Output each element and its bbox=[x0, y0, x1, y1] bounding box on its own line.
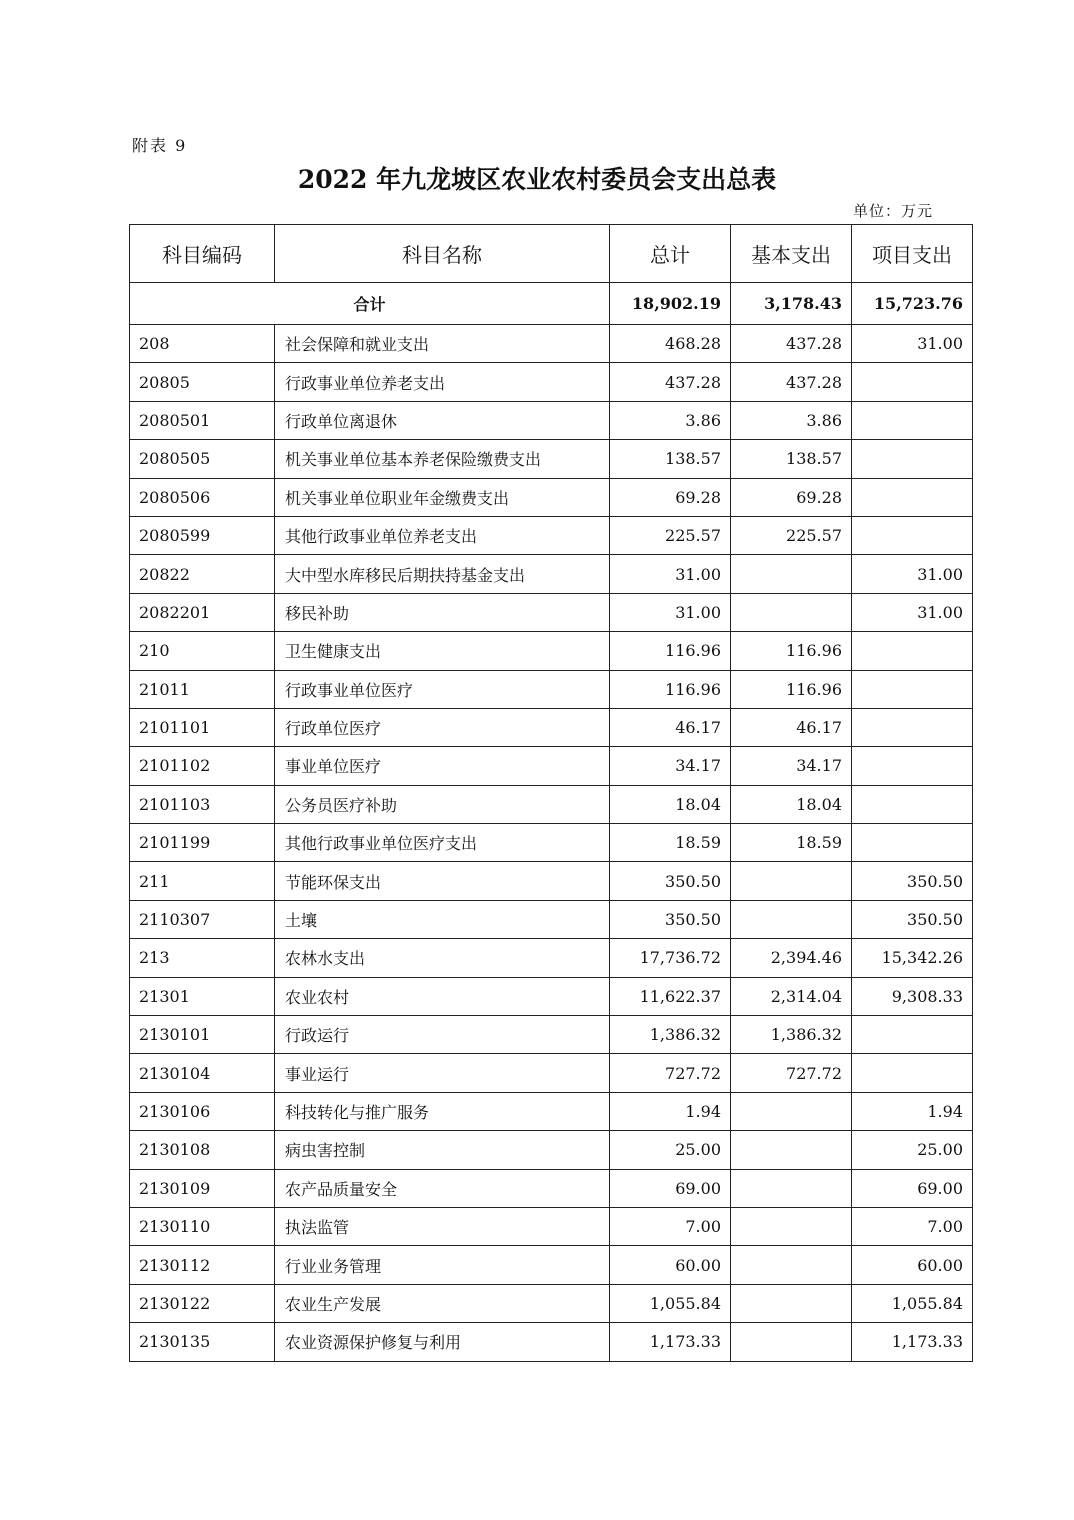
row-code: 211 bbox=[130, 862, 275, 900]
row-name: 其他行政事业单位医疗支出 bbox=[275, 824, 610, 862]
row-name: 科技转化与推广服务 bbox=[275, 1092, 610, 1130]
table-row bbox=[130, 747, 973, 785]
row-basic: 2,314.04 bbox=[731, 977, 852, 1015]
row-code: 213 bbox=[130, 939, 275, 977]
table-row bbox=[130, 1092, 973, 1130]
row-code: 20805 bbox=[130, 363, 275, 401]
row-total: 1,055.84 bbox=[610, 1284, 731, 1322]
row-total: 727.72 bbox=[610, 1054, 731, 1092]
row-code: 2101103 bbox=[130, 785, 275, 823]
row-project bbox=[852, 708, 973, 746]
table-row bbox=[130, 1284, 973, 1322]
row-name: 农产品质量安全 bbox=[275, 1169, 610, 1207]
total-project: 15,723.76 bbox=[852, 283, 973, 325]
row-name: 机关事业单位基本养老保险缴费支出 bbox=[275, 440, 610, 478]
table-row bbox=[130, 632, 973, 670]
row-project bbox=[852, 1016, 973, 1054]
row-project: 7.00 bbox=[852, 1207, 973, 1245]
table-row bbox=[130, 939, 973, 977]
total-basic: 3,178.43 bbox=[731, 283, 852, 325]
row-total: 468.28 bbox=[610, 325, 731, 363]
row-total: 116.96 bbox=[610, 670, 731, 708]
row-basic: 3.86 bbox=[731, 401, 852, 439]
row-name: 农业生产发展 bbox=[275, 1284, 610, 1322]
row-project: 1,173.33 bbox=[852, 1323, 973, 1361]
row-name: 移民补助 bbox=[275, 593, 610, 631]
row-project bbox=[852, 516, 973, 554]
appendix-label: 附表 9 bbox=[132, 136, 188, 155]
row-basic: 116.96 bbox=[731, 632, 852, 670]
table-row bbox=[130, 1169, 973, 1207]
row-basic bbox=[731, 593, 852, 631]
row-basic: 69.28 bbox=[731, 478, 852, 516]
row-basic bbox=[731, 1246, 852, 1284]
table-row bbox=[130, 363, 973, 401]
row-basic bbox=[731, 1131, 852, 1169]
row-project: 1,055.84 bbox=[852, 1284, 973, 1322]
table-row bbox=[130, 478, 973, 516]
row-basic: 18.59 bbox=[731, 824, 852, 862]
row-project bbox=[852, 824, 973, 862]
header-code: 科目编码 bbox=[130, 225, 275, 283]
row-project: 31.00 bbox=[852, 593, 973, 631]
row-total: 1.94 bbox=[610, 1092, 731, 1130]
header-project: 项目支出 bbox=[852, 225, 973, 283]
row-total: 1,386.32 bbox=[610, 1016, 731, 1054]
table-row bbox=[130, 1054, 973, 1092]
row-code: 2130122 bbox=[130, 1284, 275, 1322]
row-basic bbox=[731, 1207, 852, 1245]
row-name: 执法监管 bbox=[275, 1207, 610, 1245]
row-code: 2130104 bbox=[130, 1054, 275, 1092]
unit-label: 单位：万元 bbox=[853, 202, 934, 220]
row-basic: 1,386.32 bbox=[731, 1016, 852, 1054]
row-name: 其他行政事业单位养老支出 bbox=[275, 516, 610, 554]
row-basic bbox=[731, 862, 852, 900]
row-basic bbox=[731, 1092, 852, 1130]
row-project bbox=[852, 670, 973, 708]
row-project: 1.94 bbox=[852, 1092, 973, 1130]
row-name: 行政单位医疗 bbox=[275, 708, 610, 746]
row-project bbox=[852, 401, 973, 439]
row-code: 2080599 bbox=[130, 516, 275, 554]
row-basic: 225.57 bbox=[731, 516, 852, 554]
table-row bbox=[130, 325, 973, 363]
row-name: 事业单位医疗 bbox=[275, 747, 610, 785]
row-basic: 437.28 bbox=[731, 363, 852, 401]
row-code: 2101101 bbox=[130, 708, 275, 746]
row-project: 350.50 bbox=[852, 900, 973, 938]
table-row bbox=[130, 440, 973, 478]
row-code: 2080505 bbox=[130, 440, 275, 478]
row-total: 7.00 bbox=[610, 1207, 731, 1245]
row-basic bbox=[731, 1169, 852, 1207]
total-total: 18,902.19 bbox=[610, 283, 731, 325]
page-title: 2022 年九龙坡区农业农村委员会支出总表 bbox=[297, 165, 777, 194]
row-total: 437.28 bbox=[610, 363, 731, 401]
total-row bbox=[130, 283, 973, 325]
table-row bbox=[130, 785, 973, 823]
row-project bbox=[852, 1054, 973, 1092]
row-total: 31.00 bbox=[610, 555, 731, 593]
row-project: 69.00 bbox=[852, 1169, 973, 1207]
table-row bbox=[130, 555, 973, 593]
row-code: 20822 bbox=[130, 555, 275, 593]
row-name: 病虫害控制 bbox=[275, 1131, 610, 1169]
row-code: 2101102 bbox=[130, 747, 275, 785]
row-project: 350.50 bbox=[852, 862, 973, 900]
row-basic: 34.17 bbox=[731, 747, 852, 785]
row-project bbox=[852, 440, 973, 478]
row-basic: 437.28 bbox=[731, 325, 852, 363]
row-project bbox=[852, 363, 973, 401]
table-row bbox=[130, 1131, 973, 1169]
row-total: 3.86 bbox=[610, 401, 731, 439]
row-project: 9,308.33 bbox=[852, 977, 973, 1015]
row-name: 行业业务管理 bbox=[275, 1246, 610, 1284]
row-name: 行政单位离退休 bbox=[275, 401, 610, 439]
row-name: 大中型水库移民后期扶持基金支出 bbox=[275, 555, 610, 593]
row-basic: 46.17 bbox=[731, 708, 852, 746]
row-total: 18.04 bbox=[610, 785, 731, 823]
row-project bbox=[852, 632, 973, 670]
table-row bbox=[130, 593, 973, 631]
row-basic: 116.96 bbox=[731, 670, 852, 708]
table-row bbox=[130, 1016, 973, 1054]
row-code: 2130101 bbox=[130, 1016, 275, 1054]
row-total: 350.50 bbox=[610, 862, 731, 900]
row-basic bbox=[731, 1284, 852, 1322]
row-project: 31.00 bbox=[852, 555, 973, 593]
table-row bbox=[130, 977, 973, 1015]
table-header-row bbox=[130, 225, 973, 283]
row-code: 2130108 bbox=[130, 1131, 275, 1169]
row-project bbox=[852, 747, 973, 785]
table-row bbox=[130, 862, 973, 900]
row-project: 60.00 bbox=[852, 1246, 973, 1284]
row-total: 116.96 bbox=[610, 632, 731, 670]
row-name: 农林水支出 bbox=[275, 939, 610, 977]
row-basic bbox=[731, 900, 852, 938]
row-code: 2130112 bbox=[130, 1246, 275, 1284]
row-total: 225.57 bbox=[610, 516, 731, 554]
row-name: 机关事业单位职业年金缴费支出 bbox=[275, 478, 610, 516]
table-row bbox=[130, 824, 973, 862]
row-basic: 138.57 bbox=[731, 440, 852, 478]
row-name: 事业运行 bbox=[275, 1054, 610, 1092]
row-name: 行政事业单位养老支出 bbox=[275, 363, 610, 401]
table-row bbox=[130, 708, 973, 746]
row-name: 公务员医疗补助 bbox=[275, 785, 610, 823]
row-total: 11,622.37 bbox=[610, 977, 731, 1015]
row-name: 土壤 bbox=[275, 900, 610, 938]
row-code: 2110307 bbox=[130, 900, 275, 938]
row-total: 17,736.72 bbox=[610, 939, 731, 977]
header-total: 总计 bbox=[610, 225, 731, 283]
row-code: 2130109 bbox=[130, 1169, 275, 1207]
row-total: 31.00 bbox=[610, 593, 731, 631]
row-project: 15,342.26 bbox=[852, 939, 973, 977]
row-project: 31.00 bbox=[852, 325, 973, 363]
table-row bbox=[130, 670, 973, 708]
row-basic: 727.72 bbox=[731, 1054, 852, 1092]
row-code: 2130110 bbox=[130, 1207, 275, 1245]
row-basic bbox=[731, 555, 852, 593]
row-basic: 2,394.46 bbox=[731, 939, 852, 977]
header-basic: 基本支出 bbox=[731, 225, 852, 283]
row-basic bbox=[731, 1323, 852, 1361]
expenditure-table bbox=[129, 224, 973, 1362]
row-total: 46.17 bbox=[610, 708, 731, 746]
table-row bbox=[130, 1207, 973, 1245]
row-basic: 18.04 bbox=[731, 785, 852, 823]
row-code: 21301 bbox=[130, 977, 275, 1015]
row-total: 138.57 bbox=[610, 440, 731, 478]
row-name: 农业农村 bbox=[275, 977, 610, 1015]
row-name: 行政运行 bbox=[275, 1016, 610, 1054]
row-total: 60.00 bbox=[610, 1246, 731, 1284]
row-total: 69.28 bbox=[610, 478, 731, 516]
table-row bbox=[130, 900, 973, 938]
row-project: 25.00 bbox=[852, 1131, 973, 1169]
row-name: 社会保障和就业支出 bbox=[275, 325, 610, 363]
row-code: 2080506 bbox=[130, 478, 275, 516]
row-code: 2130106 bbox=[130, 1092, 275, 1130]
row-name: 卫生健康支出 bbox=[275, 632, 610, 670]
table-row bbox=[130, 516, 973, 554]
row-total: 1,173.33 bbox=[610, 1323, 731, 1361]
row-code: 210 bbox=[130, 632, 275, 670]
row-total: 34.17 bbox=[610, 747, 731, 785]
row-name: 行政事业单位医疗 bbox=[275, 670, 610, 708]
row-total: 18.59 bbox=[610, 824, 731, 862]
row-name: 节能环保支出 bbox=[275, 862, 610, 900]
row-total: 25.00 bbox=[610, 1131, 731, 1169]
row-code: 2130135 bbox=[130, 1323, 275, 1361]
table-row bbox=[130, 401, 973, 439]
row-name: 农业资源保护修复与利用 bbox=[275, 1323, 610, 1361]
header-name: 科目名称 bbox=[275, 225, 610, 283]
table-row bbox=[130, 1323, 973, 1361]
row-project bbox=[852, 478, 973, 516]
row-code: 2080501 bbox=[130, 401, 275, 439]
row-code: 21011 bbox=[130, 670, 275, 708]
row-total: 350.50 bbox=[610, 900, 731, 938]
row-code: 2082201 bbox=[130, 593, 275, 631]
row-code: 2101199 bbox=[130, 824, 275, 862]
total-label: 合计 bbox=[130, 283, 610, 325]
table-row bbox=[130, 1246, 973, 1284]
row-total: 69.00 bbox=[610, 1169, 731, 1207]
row-code: 208 bbox=[130, 325, 275, 363]
row-project bbox=[852, 785, 973, 823]
